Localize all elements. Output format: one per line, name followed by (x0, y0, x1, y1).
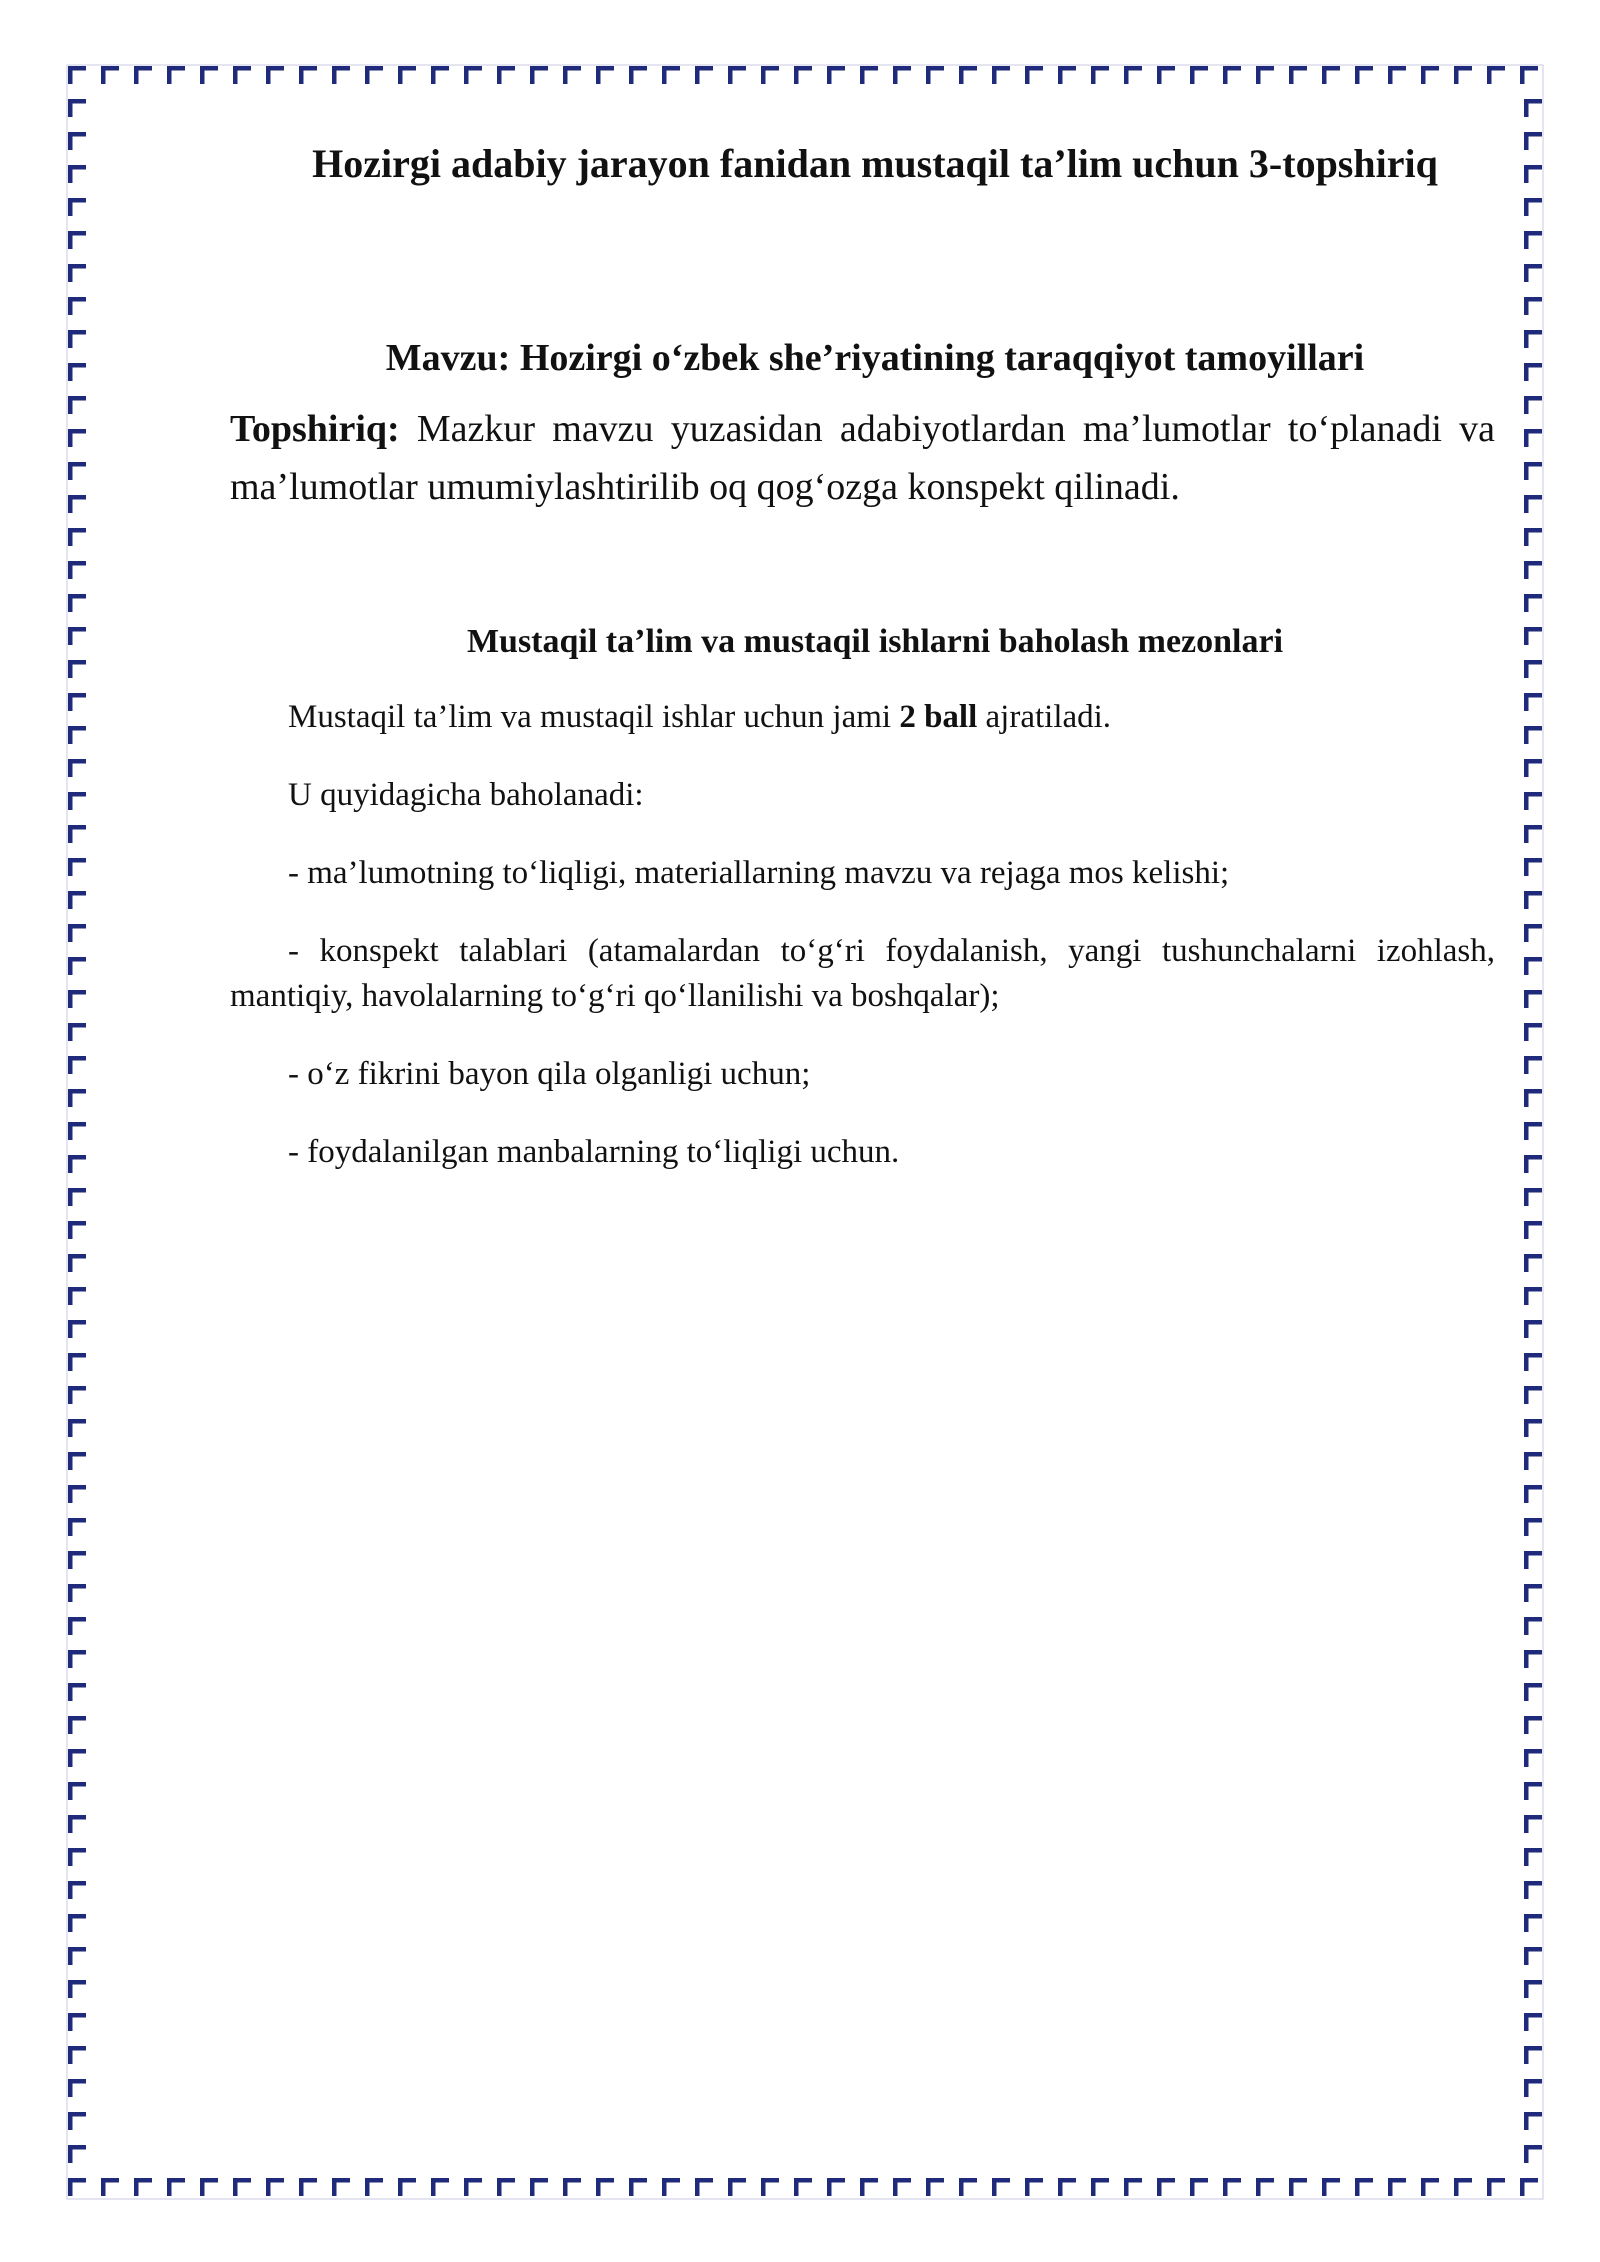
criteria-item: - foydalanilgan manbalarning to‘liqligi uchun. (288, 1134, 900, 1171)
criteria-item: - o‘z fikrini bayon qila olganligi uchun; (288, 1056, 811, 1093)
document-title: Hozirgi adabiy jarayon fanidan mustaqil ta’lim uchun 3-topshiriq (312, 141, 1438, 186)
criteria-item: - ma’lumotning to‘liqligi, materiallarning mavzu va rejaga mos kelishi; (288, 855, 1230, 892)
criteria-intro: U quyidagicha baholanadi: (288, 777, 644, 814)
document-body (230, 140, 1495, 1175)
criteria-section (230, 695, 1495, 1175)
task-text: Mazkur mavzu yuzasidan adabiyotlardan ma’lumotlar to‘planadi va ma’lumotlar umumiylashtirilib oq qog‘ozga konspekt qilinadi. (230, 407, 1495, 508)
task-label: Topshiriq: (230, 407, 400, 450)
topic-heading: Mavzu: Hozirgi o‘zbek she’riyatining taraqqiyot tamoyillari (385, 337, 1365, 379)
task-paragraph (230, 400, 1495, 516)
criteria-item: - konspekt talablari (atamalardan to‘g‘ri foydalanish, yangi tushunchalarni izohlash, mantiqiy, havolalarning to‘g‘ri qo‘llanilishi va boshqalar); (230, 933, 1495, 1015)
total-score-value: 2 ball (899, 699, 978, 736)
criteria-heading: Mustaqil ta’lim va mustaqil ishlarni baholash mezonlari (466, 622, 1284, 660)
total-score-paragraph (230, 695, 1495, 740)
total-suffix: ajratiladi. (977, 699, 1112, 736)
total-prefix: Mustaqil ta’lim va mustaqil ishlar uchun jami (288, 699, 900, 736)
